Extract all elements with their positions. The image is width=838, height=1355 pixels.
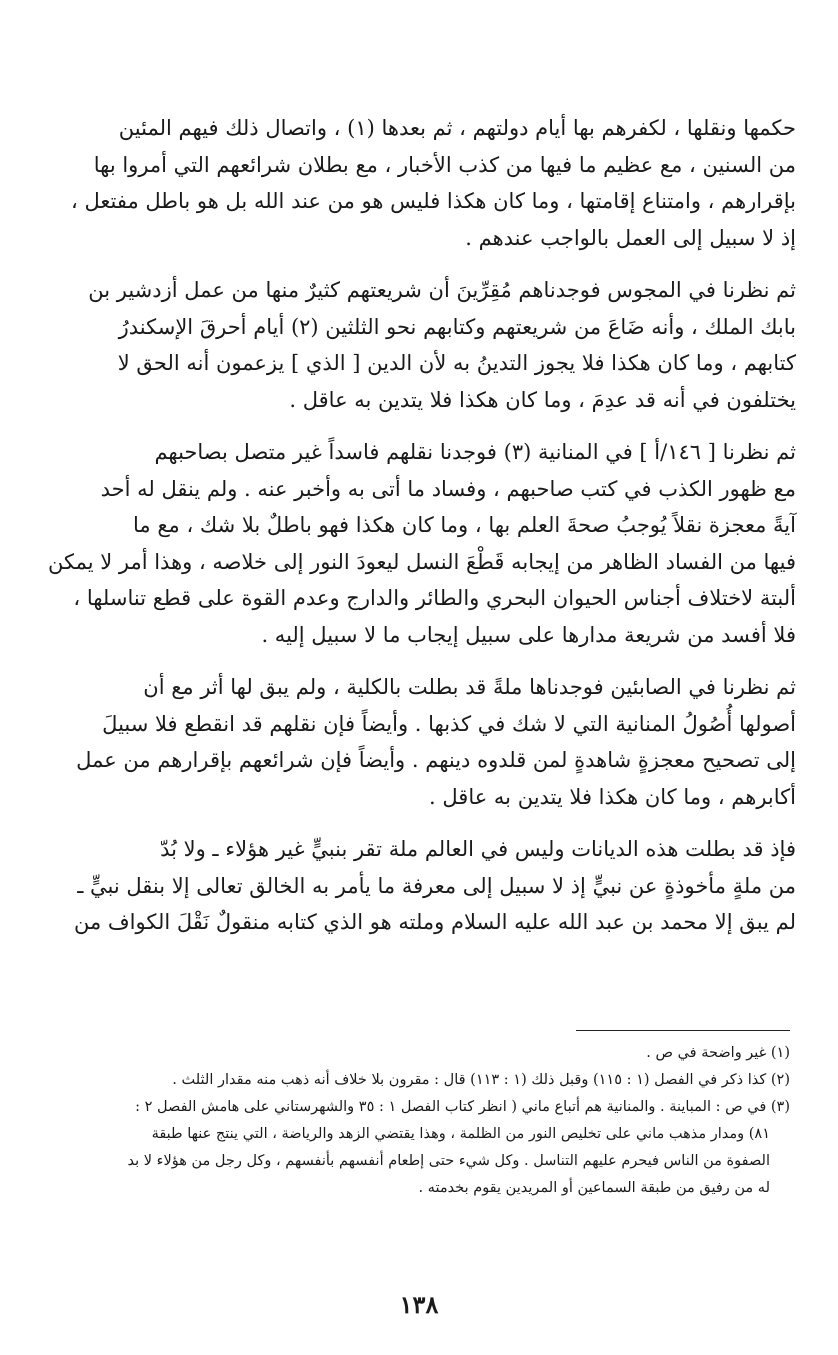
paragraph	[30, 669, 796, 815]
text-line: من ملةٍ مأخوذةٍ عن نبيٍّ إذ لا سبيل إلى معرفة ما يأمر به الخالق تعالى إلا بنقل نبيٍّ ـ	[77, 873, 796, 898]
text-line: من السنين ، مع عظيم ما فيها من كذب الأخبار ، مع بطلان شرائعهم التي أمروا بها	[93, 152, 796, 177]
footnote	[50, 1094, 790, 1202]
paragraph	[30, 272, 796, 418]
text-line: فيها من الفساد الظاهر من إيجابه قَطْعَ النسل ليعودَ النور إلى خلاصه ، وهذا أمر لا يمكن	[47, 549, 796, 574]
text-line: ثم نظرنا في الصابئين فوجدناها ملةً قد بطلت بالكلية ، ولم يبق لها أثر مع أن	[143, 675, 796, 699]
footnote-line: ٨١) ومدار مذهب ماني على تخليص النور من الظلمة ، وهذا يقتضي الزهد والرياضة ، التي ينتج عنها طبقة	[151, 1126, 770, 1142]
text-line: فلا أفسد من شريعة مدارها على سبيل إيجاب ما لا سبيل إليه .	[261, 622, 796, 647]
text-line: فإذ قد بطلت هذه الديانات وليس في العالم ملة تقر بنبيٍّ غير هؤلاء ـ ولا بُدّ	[160, 837, 796, 861]
text-line: لم يبق إلا محمد بن عبد الله عليه السلام وملته هو الذي كتابه منقولٌ نَقْلَ الكواف من	[74, 910, 796, 934]
footnote-line: له من رفيق من طبقة السماعين أو المريدين يقوم بخدمته .	[418, 1180, 770, 1196]
text-line: أصولها أُصُولُ المنانية التي لا شك في كذبها . وأيضاً فإن نقلهم قد انقطع فلا سبيلَ	[102, 711, 796, 736]
text-line: ألبتة لاختلاف أجناس الحيوان البحري والطائر والدارج وعدم القوة على قطع تناسلها ،	[73, 586, 796, 610]
footnote-divider	[576, 1030, 790, 1031]
footnote	[50, 1067, 790, 1094]
footnote-line: (٢) كذا ذكر في الفصل (١ : ١١٥) وقبل ذلك (١ : ١١٣) قال : مقرون بلا خلاف أنه ذهب منه مقدار الثلث .	[172, 1072, 790, 1088]
text-line: آيةً معجزة نقلاً يُوجبُ صحةَ العلم بها ، وما كان هكذا فهو باطلٌ بلا شك ، مع ما	[133, 513, 796, 537]
text-line: ثم نظرنا [ ١٤٦/أ ] في المنانية (٣) فوجدنا نقلهم فاسداً غير متصل بصاحبهم	[154, 440, 796, 464]
text-line: يختلفون في أنه قد عدِمَ ، وما كان هكذا فلا يتدين به عاقل .	[289, 387, 796, 412]
footnote-line: الصفوة من الناس فيحرم عليهم التناسل . وكل شيء حتى إطعام أنفسهم بأنفسهم ، وكل رجل من هؤلاء لا بد	[127, 1153, 770, 1169]
paragraph	[30, 110, 796, 256]
footnote-line: (١) غير واضحة في ص .	[646, 1045, 790, 1061]
text-line: أكابرهم ، وما كان هكذا فلا يتدين به عاقل .	[429, 784, 796, 809]
footnote	[50, 1040, 790, 1067]
text-line: مع ظهور الكذب في كتب صاحبهم ، وفساد ما أتى به وأخبر عنه . ولم ينقل له أحد	[100, 476, 796, 501]
text-line: حكمها ونقلها ، لكفرهم بها أيام دولتهم ، ثم بعدها (١) ، واتصال ذلك فيهم المئين	[118, 116, 796, 140]
footnotes	[50, 1040, 790, 1202]
text-line: إذ لا سبيل إلى العمل بالواجب عندهم .	[465, 225, 796, 250]
text-line: ثم نظرنا في المجوس فوجدناهم مُقِرِّينَ أن شريعتهم كثيرٌ منها من عمل أزدشير بن	[88, 278, 796, 302]
footnote-line: (٣) في ص : المباينة . والمنانية هم أتباع ماني ( انظر كتاب الفصل ١ : ٣٥ والشهرستاني على هامش الفصل ٢ :	[135, 1099, 790, 1115]
text-line: إلى تصحيح معجزةٍ شاهدةٍ لمن قلدوه دينهم . وأيضاً فإن شرائعهم بإقرارهم من عمل	[76, 748, 796, 772]
main-text	[30, 110, 796, 941]
paragraph	[30, 831, 796, 941]
paragraph	[30, 434, 796, 653]
text-line: بابك الملك ، وأنه ضَاعَ من شريعتهم وكتابهم نحو الثلثين (٢) أيام أحرقَ الإسكندرُ	[118, 314, 796, 339]
text-line: بإقرارهم ، وامتناع إقامتها ، وما كان هكذا فليس هو من عند الله بل هو باطل مفتعل ،	[71, 189, 796, 213]
text-line: كتابهم ، وما كان هكذا فلا يجوز التدينُ به لأن الدين [ الذي ] يزعمون أنه الحق لا	[117, 351, 796, 375]
page-number: ١٣٨	[399, 1290, 439, 1319]
